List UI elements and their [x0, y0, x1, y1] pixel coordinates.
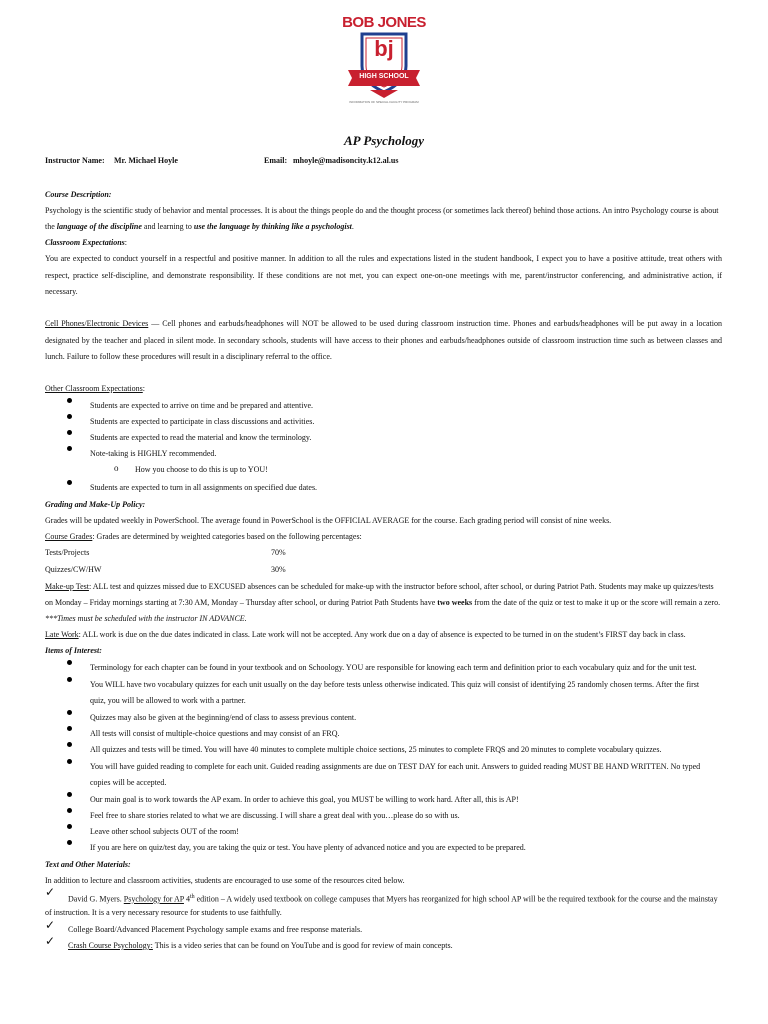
bullet-icon [67, 792, 72, 797]
material-item-1: David G. Myers. Psychology for AP 4th edition – A widely used textbook on college campuses that Myers has reorganized for high school AP will be the required textbook for the course and the mainstay [68, 894, 718, 904]
bullet-icon [67, 726, 72, 731]
other-expectations-heading: Other Classroom Expectations: [45, 384, 145, 393]
course-grades-line: Course Grades: Grades are determined by weighted categories based on the following percentages: [45, 532, 362, 541]
materials-heading: Text and Other Materials: [45, 860, 131, 869]
bullet-icon [67, 824, 72, 829]
material-item-2: College Board/Advanced Placement Psychology sample exams and free response materials. [68, 925, 363, 934]
grade-percent: 70% [271, 548, 286, 557]
grading-line1: Grades will be updated weekly in PowerSchool. The average found in PowerSchool is the OFFICIAL AVERAGE for the course. Each grading period will consist of nine weeks. [45, 516, 612, 525]
makeup-line2: on Monday – Friday mornings starting at 7:30 AM, Monday – Thursday after school, or during Patriot Path Students have two weeks from the date of the quiz or test to make it up or the score will remain a zero. [45, 598, 721, 607]
interest-item-4: All tests will consist of multiple-choice questions and may consist of an FRQ. [90, 729, 340, 738]
bullet-icon [67, 430, 72, 435]
bullet-icon [67, 808, 72, 813]
checkmark-icon: ✓ [45, 885, 56, 899]
logo-title: BOB JONES [342, 14, 426, 31]
bullet-icon [67, 660, 72, 665]
email-label: Email: [264, 156, 288, 165]
school-logo [340, 14, 428, 106]
course-description-line2: the language of the discipline and learning to use the language by thinking like a psychologist. [45, 222, 354, 231]
logo-banner: HIGH SCHOOL [359, 73, 409, 80]
grade-percent: 30% [271, 565, 286, 574]
sub-bullet-icon: o [114, 463, 119, 473]
interest-item-2b: quiz, you will be allowed to work with a partner. [90, 696, 246, 705]
interest-item-1: Terminology for each chapter can be found in your textbook and on Schoology. YOU are responsible for knowing each term and definition prior to each vocabulary quiz and for the unit test. [90, 663, 697, 672]
interest-item-10: If you are here on quiz/test day, you are taking the quiz or test. You have plenty of advanced notice and you are expected to be prepared. [90, 843, 526, 852]
email-address: mhoyle@madisoncity.k12.al.us [293, 156, 399, 165]
grade-category: Quizzes/CW/HW [45, 565, 102, 574]
logo-tagline: INFORMATION OF SPECIAL FACILITY PROGRAM [349, 100, 419, 104]
bullet-icon [67, 398, 72, 403]
material-item-1-cont: of instruction. It is a very necessary resource for students to use faithfully. [45, 908, 282, 917]
grade-category: Tests/Projects [45, 548, 90, 557]
bullet-icon [67, 840, 72, 845]
other-item-4: Note-taking is HIGHLY recommended. [90, 449, 217, 458]
phones-paragraph: Cell Phones/Electronic Devices — Cell phones and earbuds/headphones will NOT be allowed to be used during classroom instruction time. Phones and earbuds/headphones will be put away in a location designated by the teacher and placed in silent mode. In secondary schools, students will have access to their phones and earbuds/headphones outside of classroom instruction time such as between classes and lunch. Failure to follow these procedures will result in a disciplinary referral to the office. [45, 319, 723, 362]
logo-monogram: bj [374, 36, 394, 61]
course-description-line1: Psychology is the scientific study of behavior and mental processes. It is about the things people do and the thought process (or sometimes lack thereof) behind those actions. An intro Psychology course is about [45, 206, 719, 215]
expectations-heading: Classroom Expectations: [45, 238, 128, 247]
other-item-1: Students are expected to arrive on time and be prepared and attentive. [90, 401, 314, 410]
checkmark-icon: ✓ [45, 918, 56, 932]
late-work-line: Late Work: ALL work is due on the due dates indicated in class. Late work will not be accepted. Any work due on a day of absence is expected to be turned in on the student’s FIRST day back in class. [45, 630, 686, 639]
interest-item-3: Quizzes may also be given at the beginning/end of class to assess previous content. [90, 713, 357, 722]
bullet-icon [67, 414, 72, 419]
material-item-3: Crash Course Psychology: This is a video series that can be found on YouTube and is good for review of main concepts. [68, 941, 453, 950]
interest-item-2a: You WILL have two vocabulary quizzes for each unit usually on the day before tests unless otherwise indicated. This quiz will consist of identifying 25 randomly chosen terms. After the first [90, 680, 700, 689]
other-sub-item: How you choose to do this is up to YOU! [135, 465, 268, 474]
other-item-3: Students are expected to read the material and know the terminology. [90, 433, 312, 442]
interest-item-7: Our main goal is to work towards the AP exam. In order to achieve this goal, you MUST be willing to work hard. After all, this is AP! [90, 795, 519, 804]
interest-item-8: Feel free to share stories related to what we are discussing. I will share a great deal with you…please do so with us. [90, 811, 460, 820]
checkmark-icon: ✓ [45, 934, 56, 948]
makeup-line1: Make-up Test: ALL test and quizzes missed due to EXCUSED absences can be scheduled for make-up with the instructor before school, after school, or during Patriot Path. Students may make up quizzes/tests [45, 582, 714, 591]
bullet-icon [67, 480, 72, 485]
expectations-paragraph: You are expected to conduct yourself in a respectful and positive manner. In addition to all the rules and expectations listed in the student handbook, I expect you to have a positive attitude, treat others with respect, practice self-discipline, and demonstrate responsibility. If these conditions are not met, you can expect one-on-one meetings with me, parent/instructor conferencing, and administrative action, if necessary. [45, 254, 722, 297]
bullet-icon [67, 677, 72, 682]
course-description-heading: Course Description: [45, 190, 112, 199]
interest-item-5: All quizzes and tests will be timed. You will have 40 minutes to complete multiple choice sections, 25 minutes to complete FRQS and 20 minutes to complete vocabulary quizzes. [90, 745, 662, 754]
interest-item-9: Leave other school subjects OUT of the room! [90, 827, 239, 836]
bullet-icon [67, 759, 72, 764]
grading-heading: Grading and Make-Up Policy: [45, 500, 146, 509]
bullet-icon [67, 446, 72, 451]
materials-intro: In addition to lecture and classroom activities, students are encouraged to use some of the resources cited below. [45, 876, 405, 885]
other-item-2: Students are expected to participate in class discussions and activities. [90, 417, 315, 426]
makeup-note: ***Times must be scheduled with the instructor IN ADVANCE. [45, 614, 247, 623]
bullet-icon [67, 742, 72, 747]
interest-item-6a: You will have guided reading to complete for each unit. Guided reading assignments are due on TEST DAY for each unit. Answers to guided reading MUST BE HAND WRITTEN. No typed [90, 762, 701, 771]
other-item-5: Students are expected to turn in all assignments on specified due dates. [90, 483, 318, 492]
instructor-label: Instructor Name: [45, 156, 105, 165]
interest-item-6b: copies will be accepted. [90, 778, 167, 787]
page-title: AP Psychology [343, 133, 425, 148]
interest-heading: Items of Interest: [45, 646, 102, 655]
bullet-icon [67, 710, 72, 715]
instructor-name: Mr. Michael Hoyle [114, 156, 178, 165]
